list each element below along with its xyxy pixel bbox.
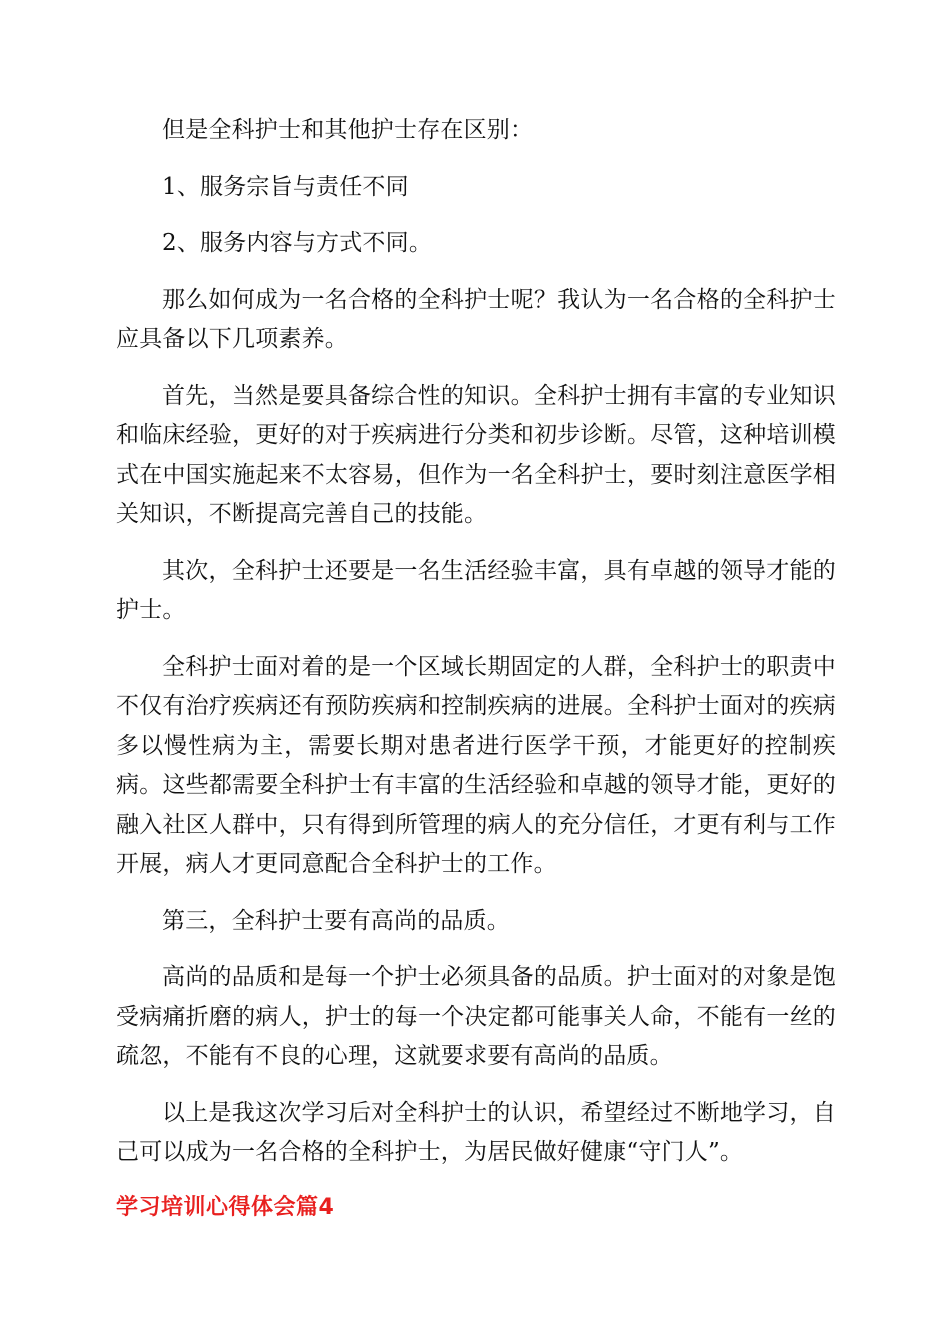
paragraph-2: 1、服务宗旨与责任不同 [162, 173, 409, 200]
paragraph-4: 那么如何成为一名合格的全科护士呢？我认为一名合格的全科护士应具备以下几项素养。 [116, 286, 836, 352]
document-body [116, 111, 836, 1226]
section-heading: 学习培训心得体会篇4 [116, 1194, 335, 1220]
paragraph-1: 但是全科护士和其他护士存在区别： [162, 117, 534, 143]
paragraph-8: 第三，全科护士要有高尚的品质。 [162, 907, 510, 934]
paragraph-5: 首先，当然是要具备综合性的知识。全科护士拥有丰富的专业知识和临床经验，更好的对于疾病进行分类和初步诊断。尽管，这种培训模式在中国实施起来不太容易，但作为一名全科护士，要时刻注意医学相关知识，不断提高完善自己的技能。 [116, 382, 836, 527]
paragraph-3: 2、服务内容与方式不同。 [162, 230, 433, 256]
paragraph-9: 高尚的品质和是每一个护士必须具备的品质。护士面对的对象是饱受病痛折磨的病人，护士的每一个决定都可能事关人命，不能有一丝的疏忽，不能有不良的心理，这就要求要有高尚的品质。 [116, 964, 836, 1069]
paragraph-7: 全科护士面对着的是一个区域长期固定的人群，全科护士的职责中不仅有治疗疾病还有预防疾病和控制疾病的进展。全科护士面对的疾病多以慢性病为主，需要长期对患者进行医学干预，才能更好的控制疾病。这些都需要全科护士有丰富的生活经验和卓越的领导才能，更好的融入社区人群中，只有得到所管理的病人的充分信任，才更有利与工作开展，病人才更同意配合全科护士的工作。 [116, 653, 836, 877]
paragraph-6: 其次，全科护士还要是一名生活经验丰富，具有卓越的领导才能的护士。 [116, 557, 836, 623]
paragraph-10: 以上是我这次学习后对全科护士的认识，希望经过不断地学习，自己可以成为一名合格的全科护士，为居民做好健康“守门人”。 [116, 1099, 836, 1165]
